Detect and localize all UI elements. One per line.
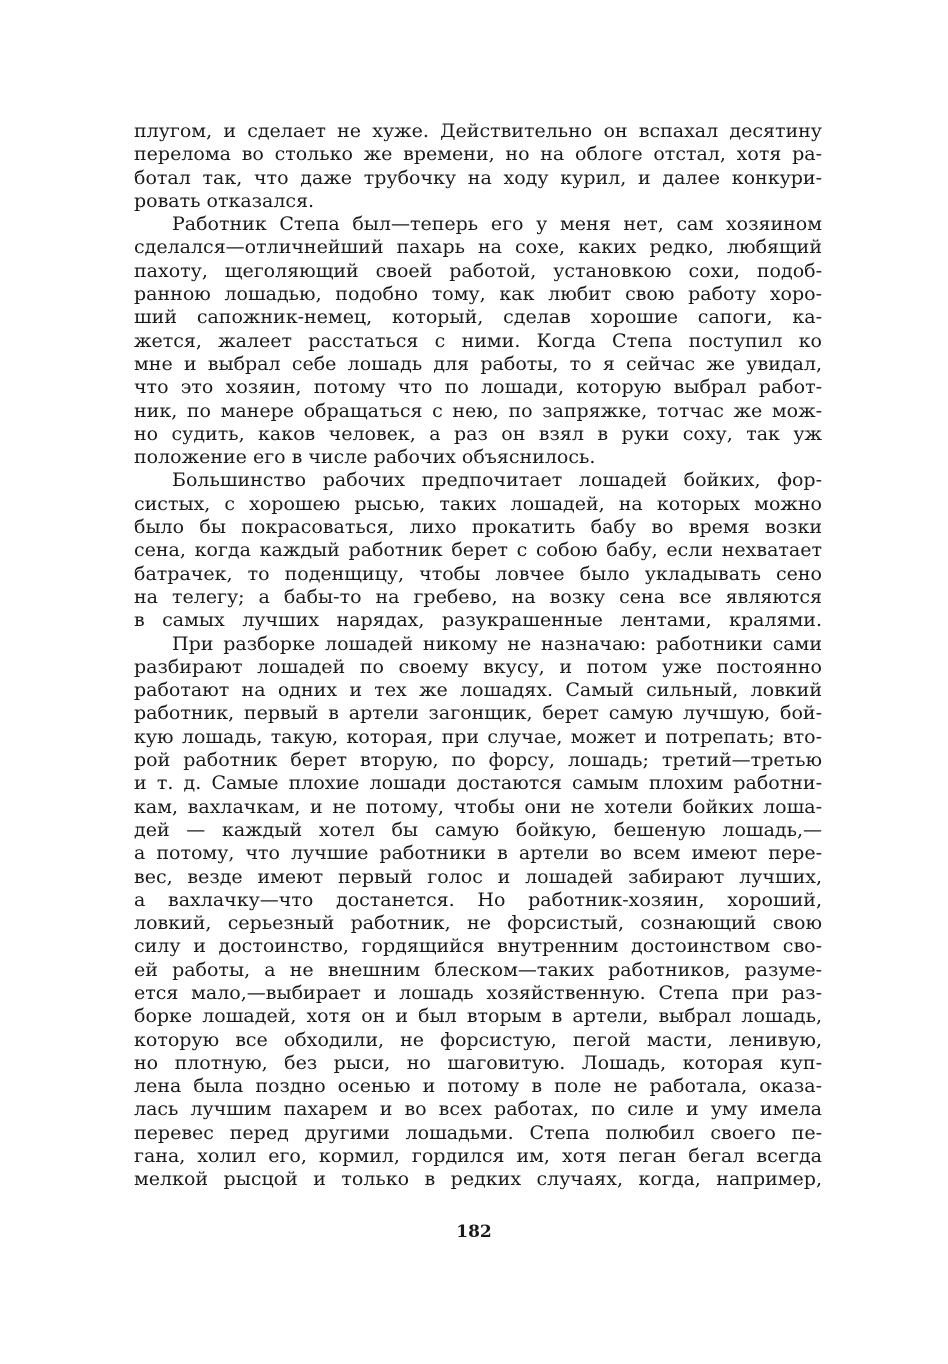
text-line: вес, везде имеют первый голос и лошадей забирают лучших,: [134, 865, 822, 888]
text-line: перевес перед другими лошадьми. Степа полюбил своего пе-: [134, 1121, 822, 1144]
text-line: жется, жалеет расстаться с ними. Когда Степа поступил ко: [134, 329, 822, 352]
text-line: что это хозяин, потому что по лошади, которую выбрал работ-: [134, 376, 822, 399]
text-line: перелома во столько же времени, но на облоге отстал, хотя ра-: [134, 143, 822, 166]
text-line: Работник Степа был—теперь его у меня нет, сам хозяином: [172, 213, 822, 236]
text-line: ровать отказался.: [134, 189, 315, 212]
text-line: было бы покрасоваться, лихо прокатить бабу во время возки: [134, 516, 822, 539]
text-line: ранною лошадью, подобно тому, как любит свою работу хоро-: [134, 283, 822, 306]
text-line: систых, с хорошею рысью, таких лошадей, на которых можно: [134, 492, 822, 515]
text-line: При разборке лошадей никому не назначаю: работники сами: [172, 632, 822, 655]
text-line: ловкий, серьезный работник, не форсистый, сознающий свою: [134, 912, 822, 935]
text-line: лась лучшим пахарем и во всех работах, по силе и уму имела: [134, 1098, 822, 1121]
text-line: работают на одних и тех же лошадях. Самый сильный, ловкий: [134, 679, 822, 702]
body-text: [134, 120, 822, 1192]
text-line: пахоту, щеголяющий своей работой, установкою сохи, подоб-: [134, 259, 822, 282]
text-line: ший сапожник-немец, который, сделав хорошие сапоги, ка-: [134, 306, 822, 329]
text-line: на телегу; а бабы-то на гребево, на возку сена все являются: [134, 585, 822, 608]
text-line: ей работы, а не внешним блеском—таких работников, разуме-: [134, 958, 822, 981]
text-line: ется мало,—выбирает и лошадь хозяйственную. Степа при раз-: [134, 981, 822, 1004]
text-line: работник, первый в артели загонщик, берет самую лучшую, бой-: [134, 702, 822, 725]
text-line: борке лошадей, хотя он и был вторым в артели, выбрал лошадь,: [134, 1005, 822, 1028]
text-line: кую лошадь, такую, которая, при случае, может и потрепать; вто-: [134, 725, 822, 748]
text-line: но плотную, без рыси, но шаговитую. Лошадь, которая куп-: [134, 1051, 822, 1074]
text-line: сделался—отличнейший пахарь на сохе, каких редко, любящий: [134, 236, 822, 259]
text-line: а потому, что лучшие работники в артели во всем имеют пере-: [134, 842, 822, 865]
text-line: но судить, каков человек, а раз он взял в руки соху, так уж: [134, 422, 822, 445]
text-line: сена, когда каждый работник берет с собою бабу, если нехватает: [134, 539, 822, 562]
text-line: ботал так, что даже трубочку на ходу курил, и далее конкури-: [134, 166, 822, 189]
text-line: положение его в числе рабочих объяснилось.: [134, 446, 596, 469]
text-line: которую все обходили, не форсистую, пегой масти, ленивую,: [134, 1028, 822, 1051]
text-line: мелкой рысцой и только в редких случаях, когда, например,: [134, 1168, 822, 1191]
text-line: кам, вахлачкам, и не потому, чтобы они не хотели бойких лоша-: [134, 795, 822, 818]
text-line: гана, холил его, кормил, гордился им, хотя пеган бегал всегда: [134, 1145, 822, 1168]
page-number: 182: [456, 1222, 492, 1242]
text-line: ник, по манере обращаться с нею, по запряжке, тотчас же мож-: [134, 399, 822, 422]
text-line: дей — каждый хотел бы самую бойкую, бешеную лошадь,—: [134, 818, 822, 841]
text-line: разбирают лошадей по своему вкусу, и потом уже постоянно: [134, 655, 822, 678]
text-line: Большинство рабочих предпочитает лошадей бойких, фор-: [172, 469, 822, 492]
text-line: батрачек, то поденщицу, чтобы ловчее было укладывать сено: [134, 562, 822, 585]
text-line: силу и достоинство, гордящийся внутренним достоинством сво-: [134, 935, 822, 958]
text-line: рой работник берет вторую, по форсу, лошадь; третий—третью: [134, 749, 822, 772]
text-line: а вахлачку—что достанется. Но работник-хозяин, хороший,: [134, 888, 822, 911]
text-line: плугом, и сделает не хуже. Действительно он вспахал десятину: [134, 120, 822, 142]
text-line: мне и выбрал себе лошадь для работы, то я сейчас же увидал,: [134, 352, 822, 375]
text-line: в самых лучших нарядах, разукрашенные лентами, кралями.: [134, 609, 822, 632]
text-line: лена была поздно осенью и потому в поле не работала, оказа-: [134, 1075, 822, 1098]
text-line: и т. д. Самые плохие лошади достаются самым плохим работни-: [134, 772, 822, 795]
